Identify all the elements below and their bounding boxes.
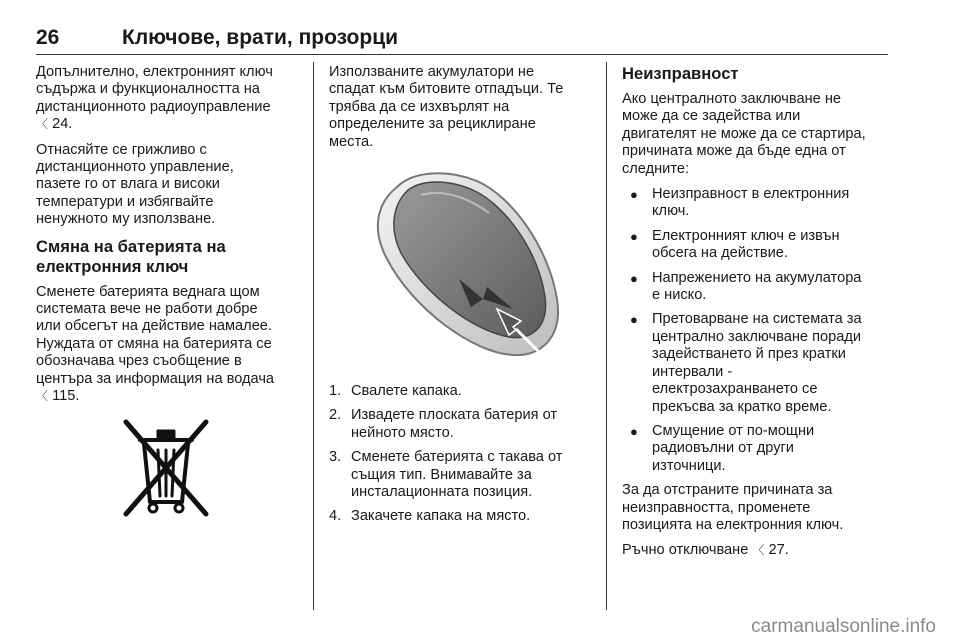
column-divider-1 (313, 62, 314, 610)
page-reference-link[interactable]: 27. (768, 542, 789, 559)
page-header (36, 26, 888, 54)
reference-arrow-icon: 〈 (752, 543, 765, 558)
list-item: ● Електронният ключ е извън обсега на действие. (622, 228, 892, 263)
bullet-icon: ● (630, 423, 638, 439)
section-heading-battery: Смяна на батерията на електронния ключ (36, 236, 226, 276)
causes-list (622, 186, 892, 475)
crossed-out-bin-icon (120, 416, 212, 520)
paragraph-care: Отнасяйте се грижливо с дистанционното управление, пазете го от влага и високи температури и избягвайте ненужното му използване. (36, 141, 234, 228)
list-item: ● Неизправност в електронния ключ. (622, 186, 892, 221)
bullet-icon: ● (630, 312, 638, 328)
list-item: 4. Закачете капака на място. (329, 508, 531, 525)
paragraph-disposal: Използваните акумулатори не спадат към битовите отпадъци. Те трябва да се изхвърлят на определените за рециклиране места. (329, 64, 564, 150)
page-title: Ключове, врати, прозорци (122, 26, 399, 49)
paragraph-malfunction-intro: Ако централното заключване не може да се задейства или двигателят не може да се стартира, причината може да бъде една от следните: (622, 91, 866, 177)
page-reference-link[interactable]: 24. (52, 116, 73, 133)
list-item: ● Претоварване на системата за централно заключване поради задействането й през кратки интервали - електрозахранването се прекъсва за кратко време. (622, 311, 892, 415)
page-reference-link[interactable]: 115. (52, 388, 80, 405)
column-1 (36, 64, 304, 520)
page-number: 26 (36, 26, 60, 49)
column-3 (622, 64, 892, 568)
list-item: ● Смущение от по-мощни радиовълни от други източници. (622, 423, 892, 475)
watermark: carmanualsonline.info (751, 616, 936, 637)
column-2 (329, 64, 597, 533)
paragraph-replace-battery: Сменете батерията веднага щом системата вече не работи добре или обсегът на действие намалее. Нуждата от смяна на батерията се обозначава чрез съобщение в центъра за информация на водача 〈 115. (36, 283, 275, 405)
column-divider-2 (606, 62, 607, 610)
reference-arrow-icon: 〈 (36, 389, 49, 404)
header-divider (36, 54, 888, 55)
list-item: 1. Свалете капака. (329, 383, 462, 400)
list-item: 2. Извадете плоската батерия от нейното място. (329, 407, 558, 441)
paragraph-remedy: За да отстраните причината за неизправността, променете позицията на електронния ключ. (622, 482, 844, 533)
bullet-icon: ● (630, 187, 638, 203)
list-item: 3. Сменете батерията с такава от същия тип. Внимавайте за инсталационната позиция. (329, 449, 563, 501)
list-item: ● Напрежението на акумулатора е ниско. (622, 270, 892, 305)
paragraph-remote-function: Допълнително, електронният ключ съдържа и функционалността на дистанционното радиоуправление 〈 24. (36, 64, 273, 133)
bullet-icon: ● (630, 228, 638, 244)
section-heading-malfunction: Неизправност (622, 64, 739, 83)
paragraph-manual-unlock: Ръчно отключване 〈 27. (622, 542, 789, 559)
reference-arrow-icon: 〈 (36, 117, 49, 132)
bullet-icon: ● (630, 270, 638, 286)
battery-steps-list (329, 383, 597, 526)
electronic-key-illustration (363, 159, 573, 369)
